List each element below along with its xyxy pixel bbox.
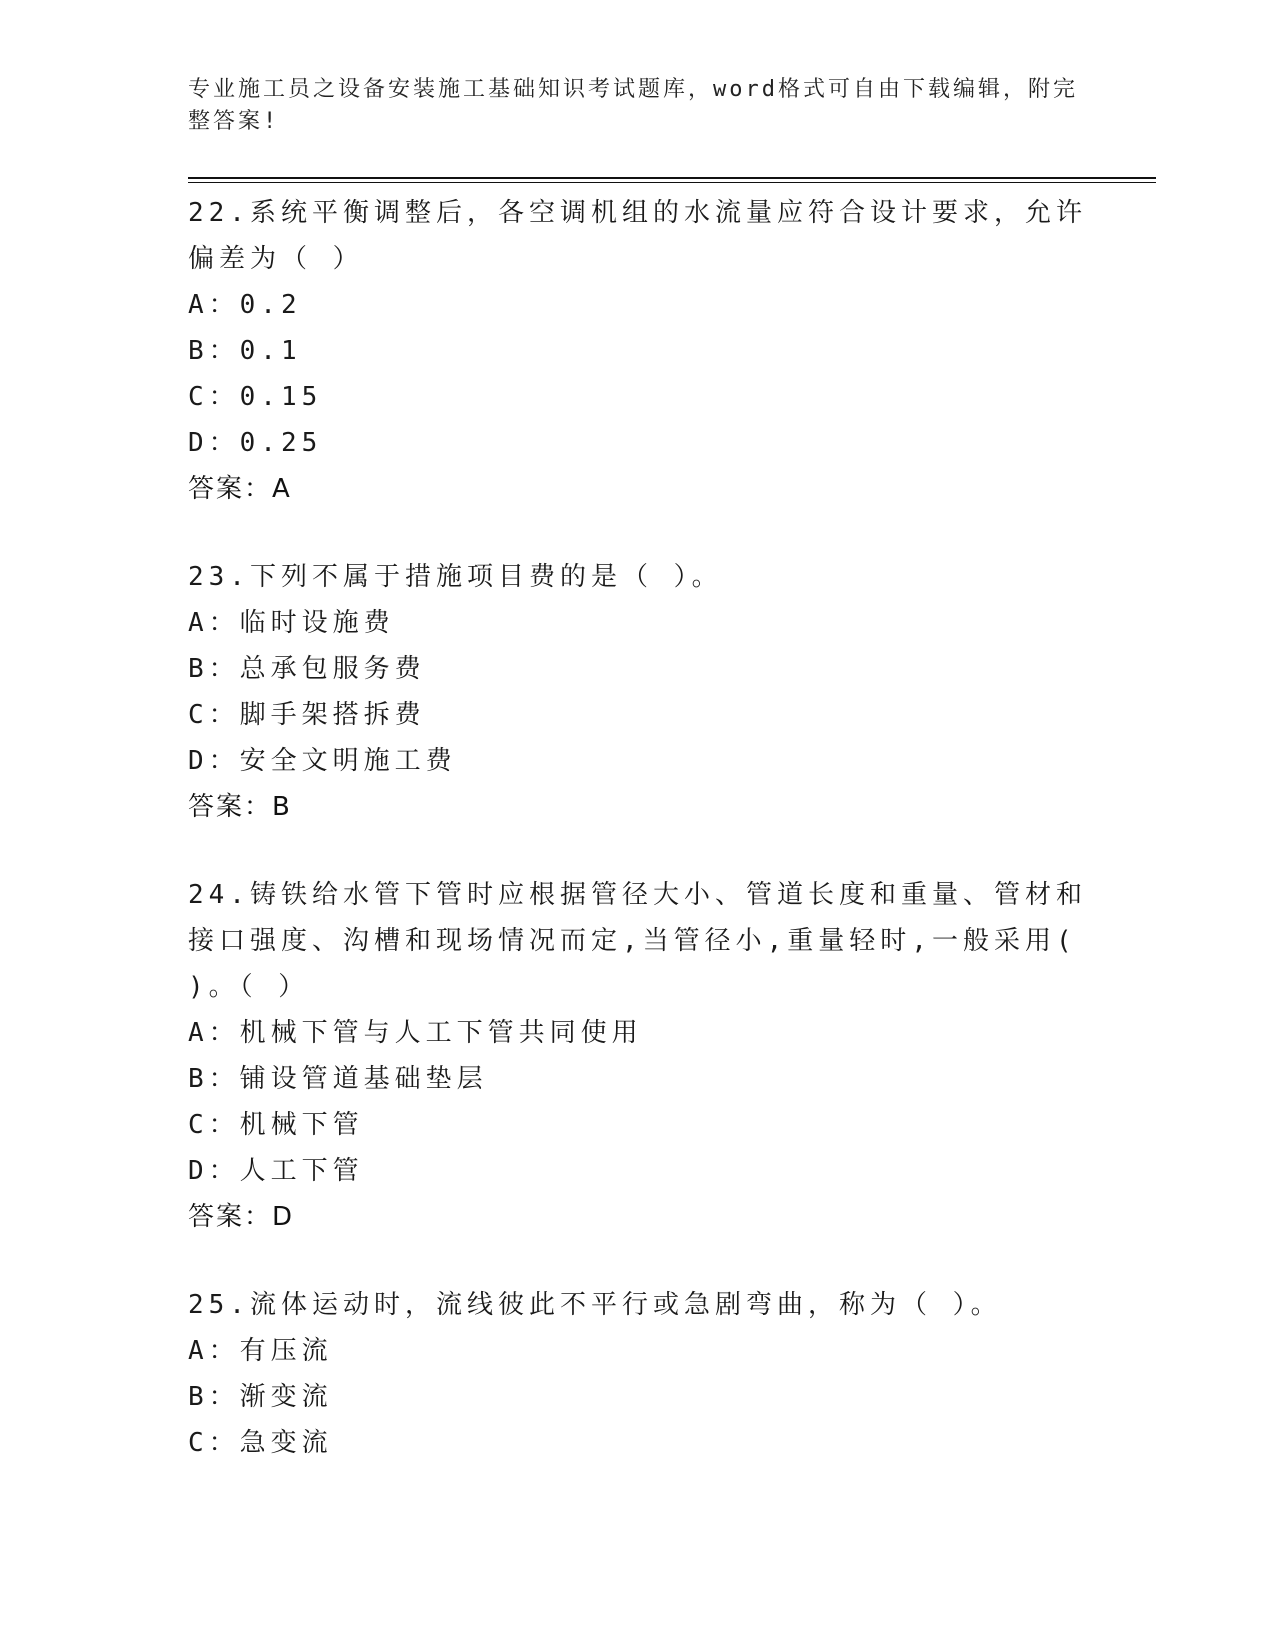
answer-label: 答案：D [188, 1202, 295, 1232]
question-list [188, 190, 1088, 1508]
option-a: A：有压流 [188, 1336, 333, 1366]
option-b: B：总承包服务费 [188, 654, 426, 684]
document-header: 专业施工员之设备安装施工基础知识考试题库，word格式可自由下载编辑，附完整答案! [188, 77, 1078, 134]
option-b: B：铺设管道基础垫层 [188, 1064, 488, 1094]
option-c: C：0.15 [188, 382, 323, 412]
question-25 [188, 1282, 1088, 1466]
question-stem: 25.流体运动时，流线彼此不平行或急剧弯曲，称为（ ）。 [188, 1290, 1002, 1320]
option-a: A：临时设施费 [188, 608, 395, 638]
question-22 [188, 190, 1088, 512]
option-d: D：人工下管 [188, 1156, 364, 1186]
option-c: C：机械下管 [188, 1110, 364, 1140]
option-a: A：机械下管与人工下管共同使用 [188, 1018, 643, 1048]
question-stem: 24.铸铁给水管下管时应根据管径大小、管道长度和重量、管材和接口强度、沟槽和现场情况而定,当管径小,重量轻时,一般采用( )。（ ） [188, 880, 1087, 1002]
option-b: B：渐变流 [188, 1382, 333, 1412]
answer-label: 答案：A [188, 474, 292, 504]
header-divider-thin [188, 182, 1156, 183]
question-stem: 23.下列不属于措施项目费的是（ ）。 [188, 562, 723, 592]
option-c: C：脚手架搭拆费 [188, 700, 426, 730]
answer-label: 答案：B [188, 792, 292, 822]
option-d: D：安全文明施工费 [188, 746, 457, 776]
question-24 [188, 872, 1088, 1240]
option-c: C：急变流 [188, 1428, 333, 1458]
option-b: B：0.1 [188, 336, 302, 366]
option-d: D：0.25 [188, 428, 323, 458]
question-stem: 22.系统平衡调整后，各空调机组的水流量应符合设计要求，允许偏差为（ ） [188, 198, 1087, 274]
header-divider-thick [188, 177, 1156, 179]
question-23 [188, 554, 1088, 830]
option-a: A：0.2 [188, 290, 302, 320]
